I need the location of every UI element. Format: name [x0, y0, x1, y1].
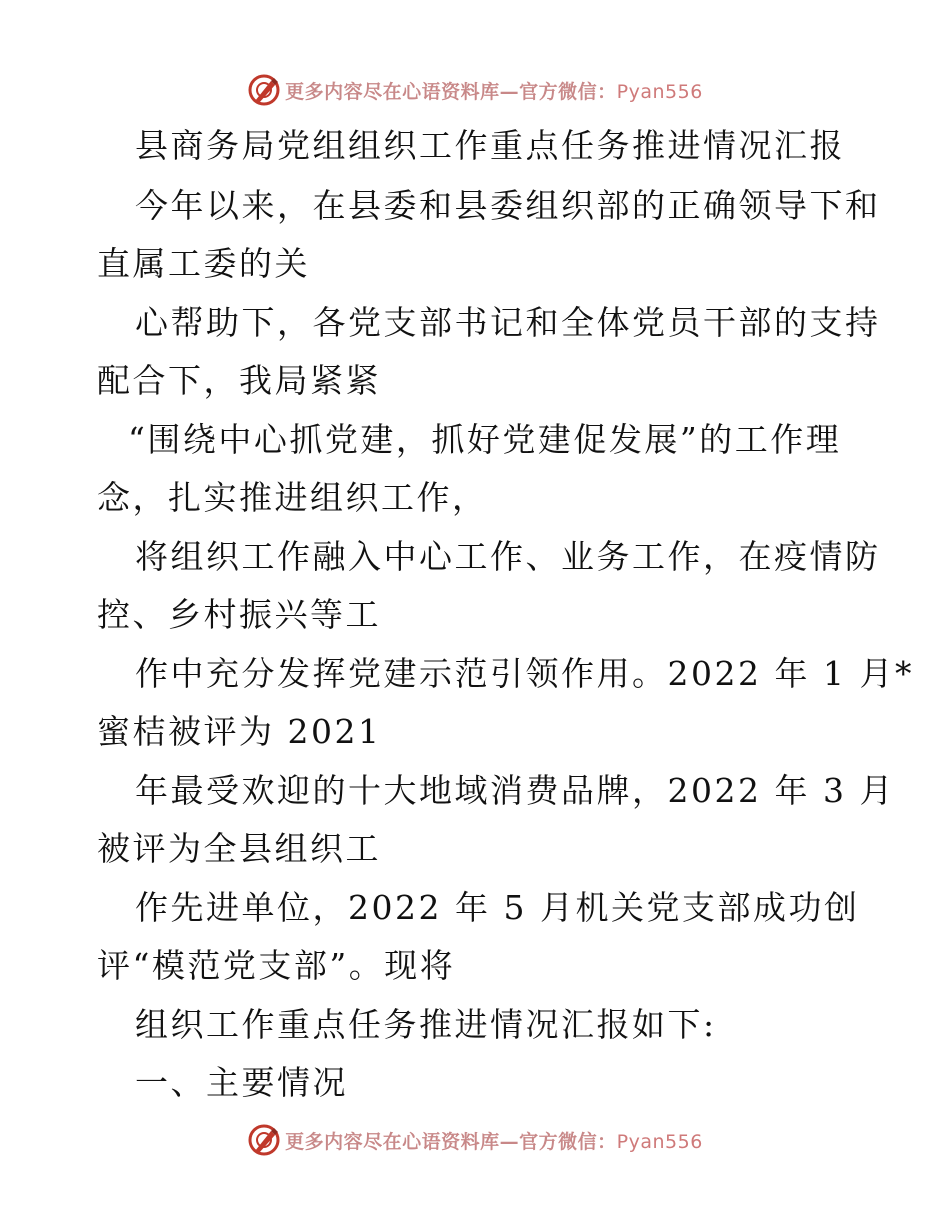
watermark-id: Pyan556 [616, 80, 703, 103]
watermark-text: 更多内容尽在心语资料库—官方微信：Pyan556 [285, 80, 703, 103]
paragraph-line: 今年以来，在县委和县委组织部的正确领导下和 [135, 186, 881, 225]
paragraph-line: 作先进单位，2022 年 5 月机关党支部成功创 [135, 888, 860, 927]
paragraph-line: 被评为全县组织工 [97, 829, 381, 868]
paragraph-line: 控、乡村振兴等工 [97, 595, 381, 634]
paragraph-line: 作中充分发挥党建示范引领作用。2022 年 1 月* [135, 654, 914, 693]
paragraph-line: 配合下，我局紧紧 [97, 361, 381, 400]
red-pen-seal-icon [247, 73, 281, 107]
paragraph-line: 直属工委的关 [97, 244, 310, 283]
section-heading: 一、主要情况 [135, 1063, 348, 1102]
red-pen-seal-icon [247, 1123, 281, 1157]
paragraph-line: 评“模范党支部”。现将 [97, 946, 456, 985]
paragraph-line: 蜜桔被评为 2021 [97, 712, 382, 751]
paragraph-line: 年最受欢迎的十大地域消费品牌，2022 年 3 月 [135, 771, 895, 810]
paragraph-line: 组织工作重点任务推进情况汇报如下: [135, 1005, 717, 1044]
paragraph-line: “围绕中心抓党建，抓好党建促发展”的工作理 [128, 420, 842, 459]
document-title: 县商务局党组组织工作重点任务推进情况汇报 [135, 126, 845, 165]
paragraph-line: 念，扎实推进组织工作， [97, 478, 488, 517]
watermark-banner-bottom [0, 1118, 950, 1162]
watermark-banner-top [0, 68, 950, 112]
paragraph-line: 心帮助下，各党支部书记和全体党员干部的支持 [135, 303, 881, 342]
watermark-id: Pyan556 [616, 1130, 703, 1153]
watermark-text: 更多内容尽在心语资料库—官方微信：Pyan556 [285, 1130, 703, 1153]
paragraph-line: 将组织工作融入中心工作、业务工作，在疫情防 [135, 537, 881, 576]
